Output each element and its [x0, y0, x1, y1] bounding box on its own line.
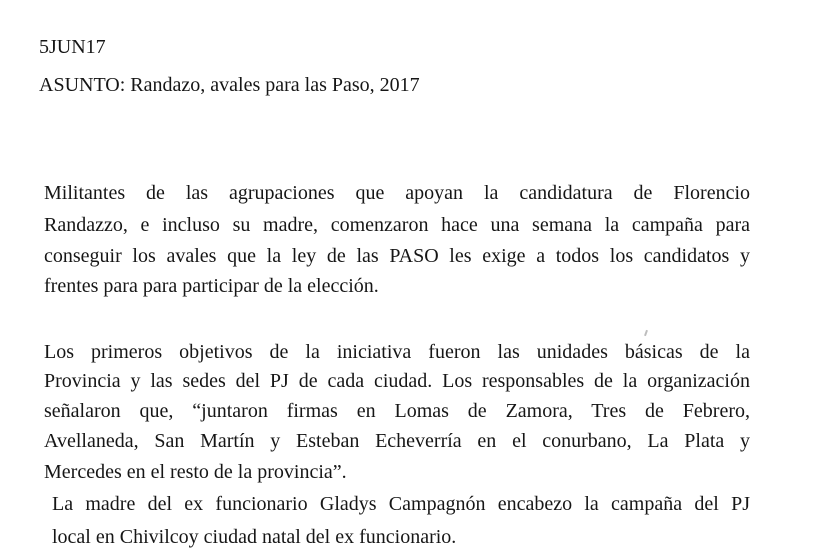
paragraph-line: La madre del ex funcionario Gladys Campagnón encabezo la campaña del PJ [52, 493, 750, 515]
paragraph-line: Mercedes en el resto de la provincia”. [44, 461, 347, 483]
scan-speck [644, 330, 648, 336]
paragraph-line: Los primeros objetivos de la iniciativa fueron las unidades básicas de la [44, 341, 750, 363]
paragraph-line: local en Chivilcoy ciudad natal del ex funcionario. [52, 526, 457, 548]
document-date: 5JUN17 [39, 36, 106, 58]
paragraph-line: señalaron que, “juntaron firmas en Lomas de Zamora, Tres de Febrero, [44, 400, 750, 422]
paragraph-line: frentes para para participar de la elección. [44, 275, 379, 297]
document-subject: ASUNTO: Randazo, avales para las Paso, 2017 [39, 74, 420, 96]
paragraph-line: Avellaneda, San Martín y Esteban Echeverría en el conurbano, La Plata y [44, 430, 750, 452]
paragraph-line: Provincia y las sedes del PJ de cada ciudad. Los responsables de la organización [44, 370, 750, 392]
paragraph-line: Militantes de las agrupaciones que apoyan la candidatura de Florencio [44, 182, 750, 204]
paragraph-line: conseguir los avales que la ley de las PASO les exige a todos los candidatos y [44, 245, 750, 267]
paragraph-line: Randazzo, e incluso su madre, comenzaron hace una semana la campaña para [44, 214, 750, 236]
